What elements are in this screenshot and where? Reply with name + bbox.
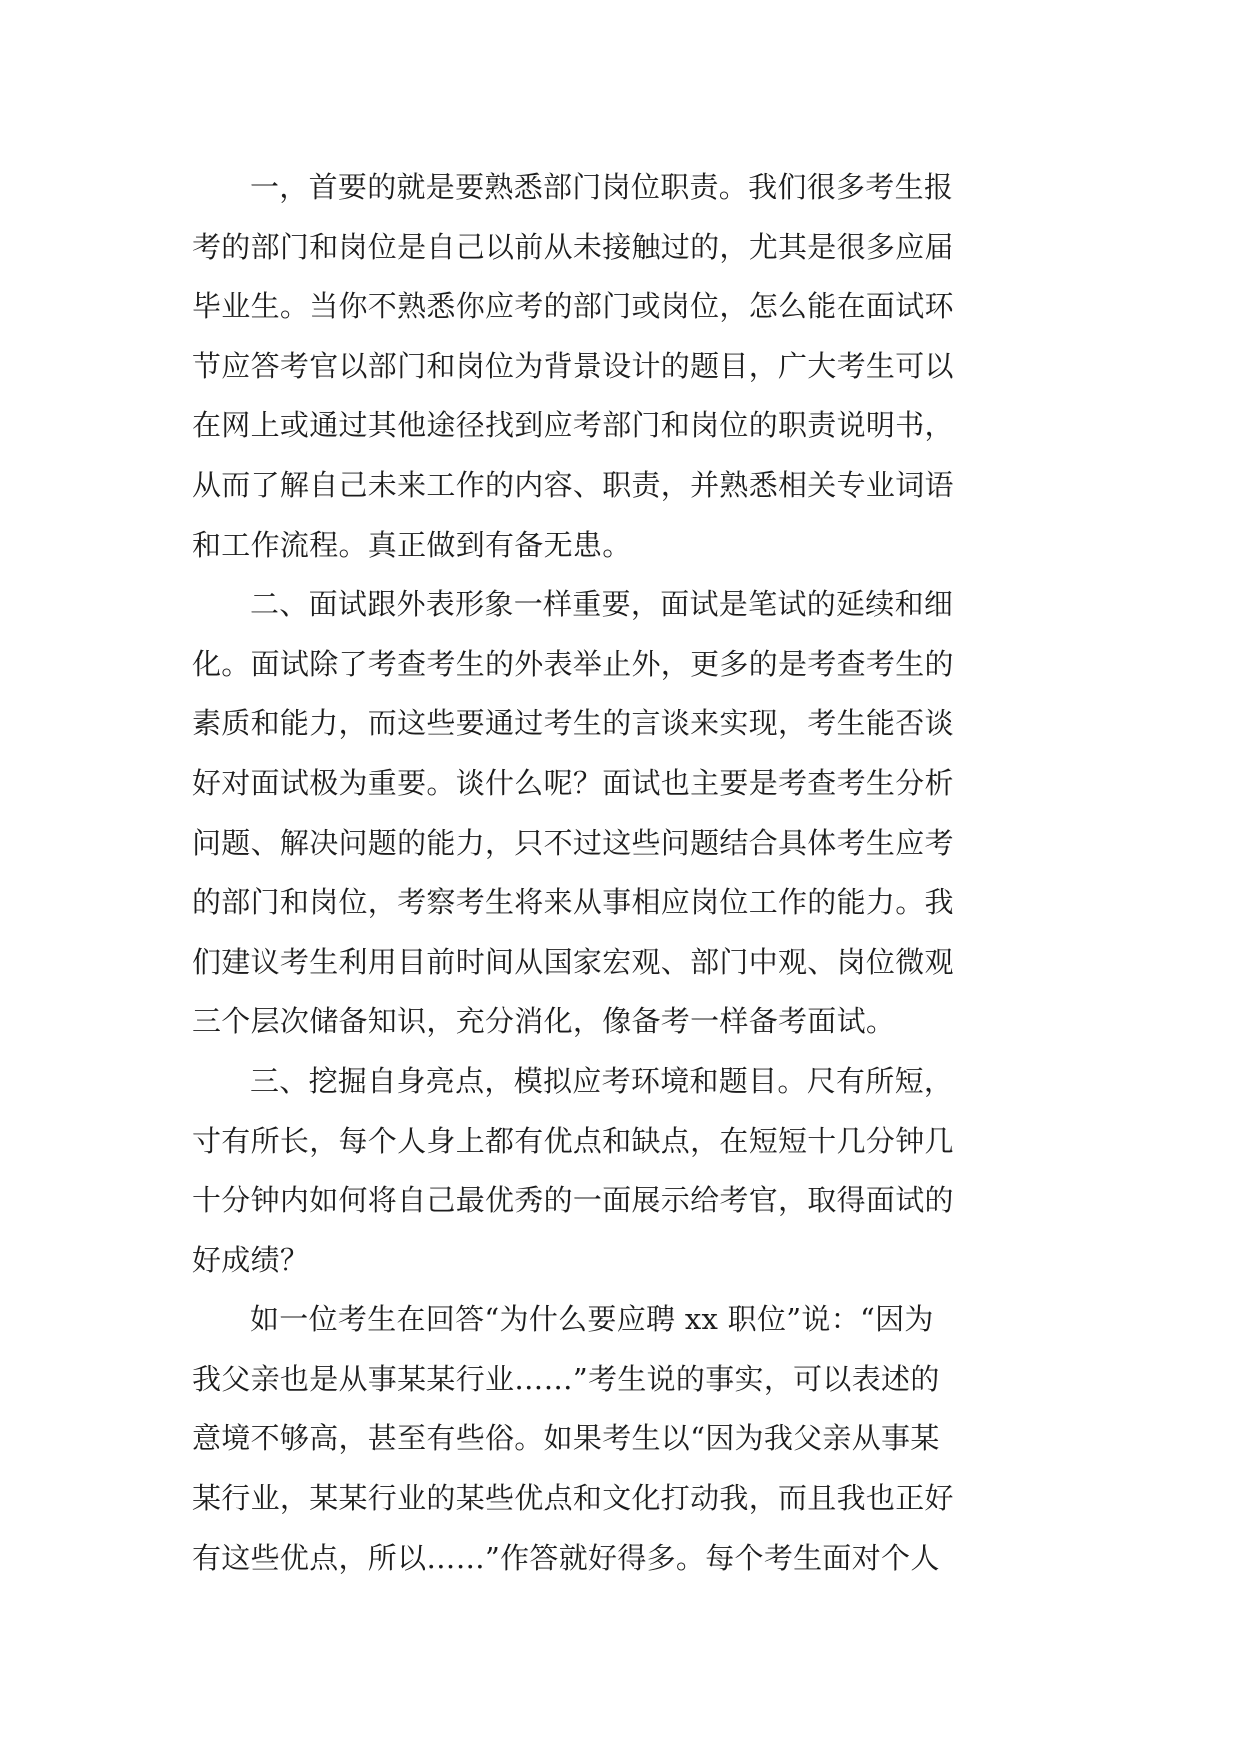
paragraph-line: 二、面试跟外表形象一样重要，面试是笔试的延续和细 <box>250 587 954 622</box>
paragraph-line: 和工作流程。真正做到有备无患。 <box>192 527 632 562</box>
paragraph-line: 如一位考生在回答“为什么要应聘 xx 职位”说：“因为 <box>250 1302 934 1337</box>
document-body <box>192 158 1060 1588</box>
paragraph-line: 毕业生。当你不熟悉你应考的部门或岗位，怎么能在面试环 <box>192 289 954 324</box>
paragraph-line: 某行业，某某行业的某些优点和文化打动我，而且我也正好 <box>192 1481 954 1516</box>
paragraph-line: 好对面试极为重要。谈什么呢？面试也主要是考查考生分析 <box>192 765 954 800</box>
paragraph-line: 一，首要的就是要熟悉部门岗位职责。我们很多考生报 <box>250 170 954 204</box>
paragraph-line: 考的部门和岗位是自己以前从未接触过的，尤其是很多应届 <box>192 229 954 264</box>
paragraph-line: 好成绩？ <box>192 1242 310 1277</box>
paragraph-2 <box>192 575 1060 1052</box>
paragraph-line: 意境不够高，甚至有些俗。如果考生以“因为我父亲从事某 <box>192 1421 940 1456</box>
paragraph-3 <box>192 1052 1060 1290</box>
paragraph-line: 们建议考生利用目前时间从国家宏观、部门中观、岗位微观 <box>192 944 954 979</box>
paragraph-line: 有这些优点，所以……”作答就好得多。每个考生面对个人 <box>192 1540 940 1575</box>
paragraph-line: 我父亲也是从事某某行业……”考生说的事实，可以表述的 <box>192 1361 940 1396</box>
paragraph-line: 从而了解自己未来工作的内容、职责，并熟悉相关专业词语 <box>192 467 954 502</box>
paragraph-line: 三个层次储备知识，充分消化，像备考一样备考面试。 <box>192 1004 896 1039</box>
paragraph-line: 的部门和岗位，考察考生将来从事相应岗位工作的能力。我 <box>192 885 954 920</box>
paragraph-4 <box>192 1290 1060 1588</box>
paragraph-line: 三、挖掘自身亮点，模拟应考环境和题目。尺有所短， <box>250 1063 954 1098</box>
paragraph-line: 在网上或通过其他途径找到应考部门和岗位的职责说明书， <box>192 408 954 443</box>
paragraph-line: 节应答考官以部门和岗位为背景设计的题目，广大考生可以 <box>192 348 954 383</box>
paragraph-line: 问题、解决问题的能力，只不过这些问题结合具体考生应考 <box>192 825 954 860</box>
paragraph-line: 十分钟内如何将自己最优秀的一面展示给考官，取得面试的 <box>192 1183 954 1218</box>
paragraph-1 <box>192 158 1060 575</box>
paragraph-line: 寸有所长，每个人身上都有优点和缺点，在短短十几分钟几 <box>192 1123 954 1158</box>
paragraph-line: 化。面试除了考查考生的外表举止外，更多的是考查考生的 <box>192 646 954 681</box>
paragraph-line: 素质和能力，而这些要通过考生的言谈来实现，考生能否谈 <box>192 706 954 741</box>
